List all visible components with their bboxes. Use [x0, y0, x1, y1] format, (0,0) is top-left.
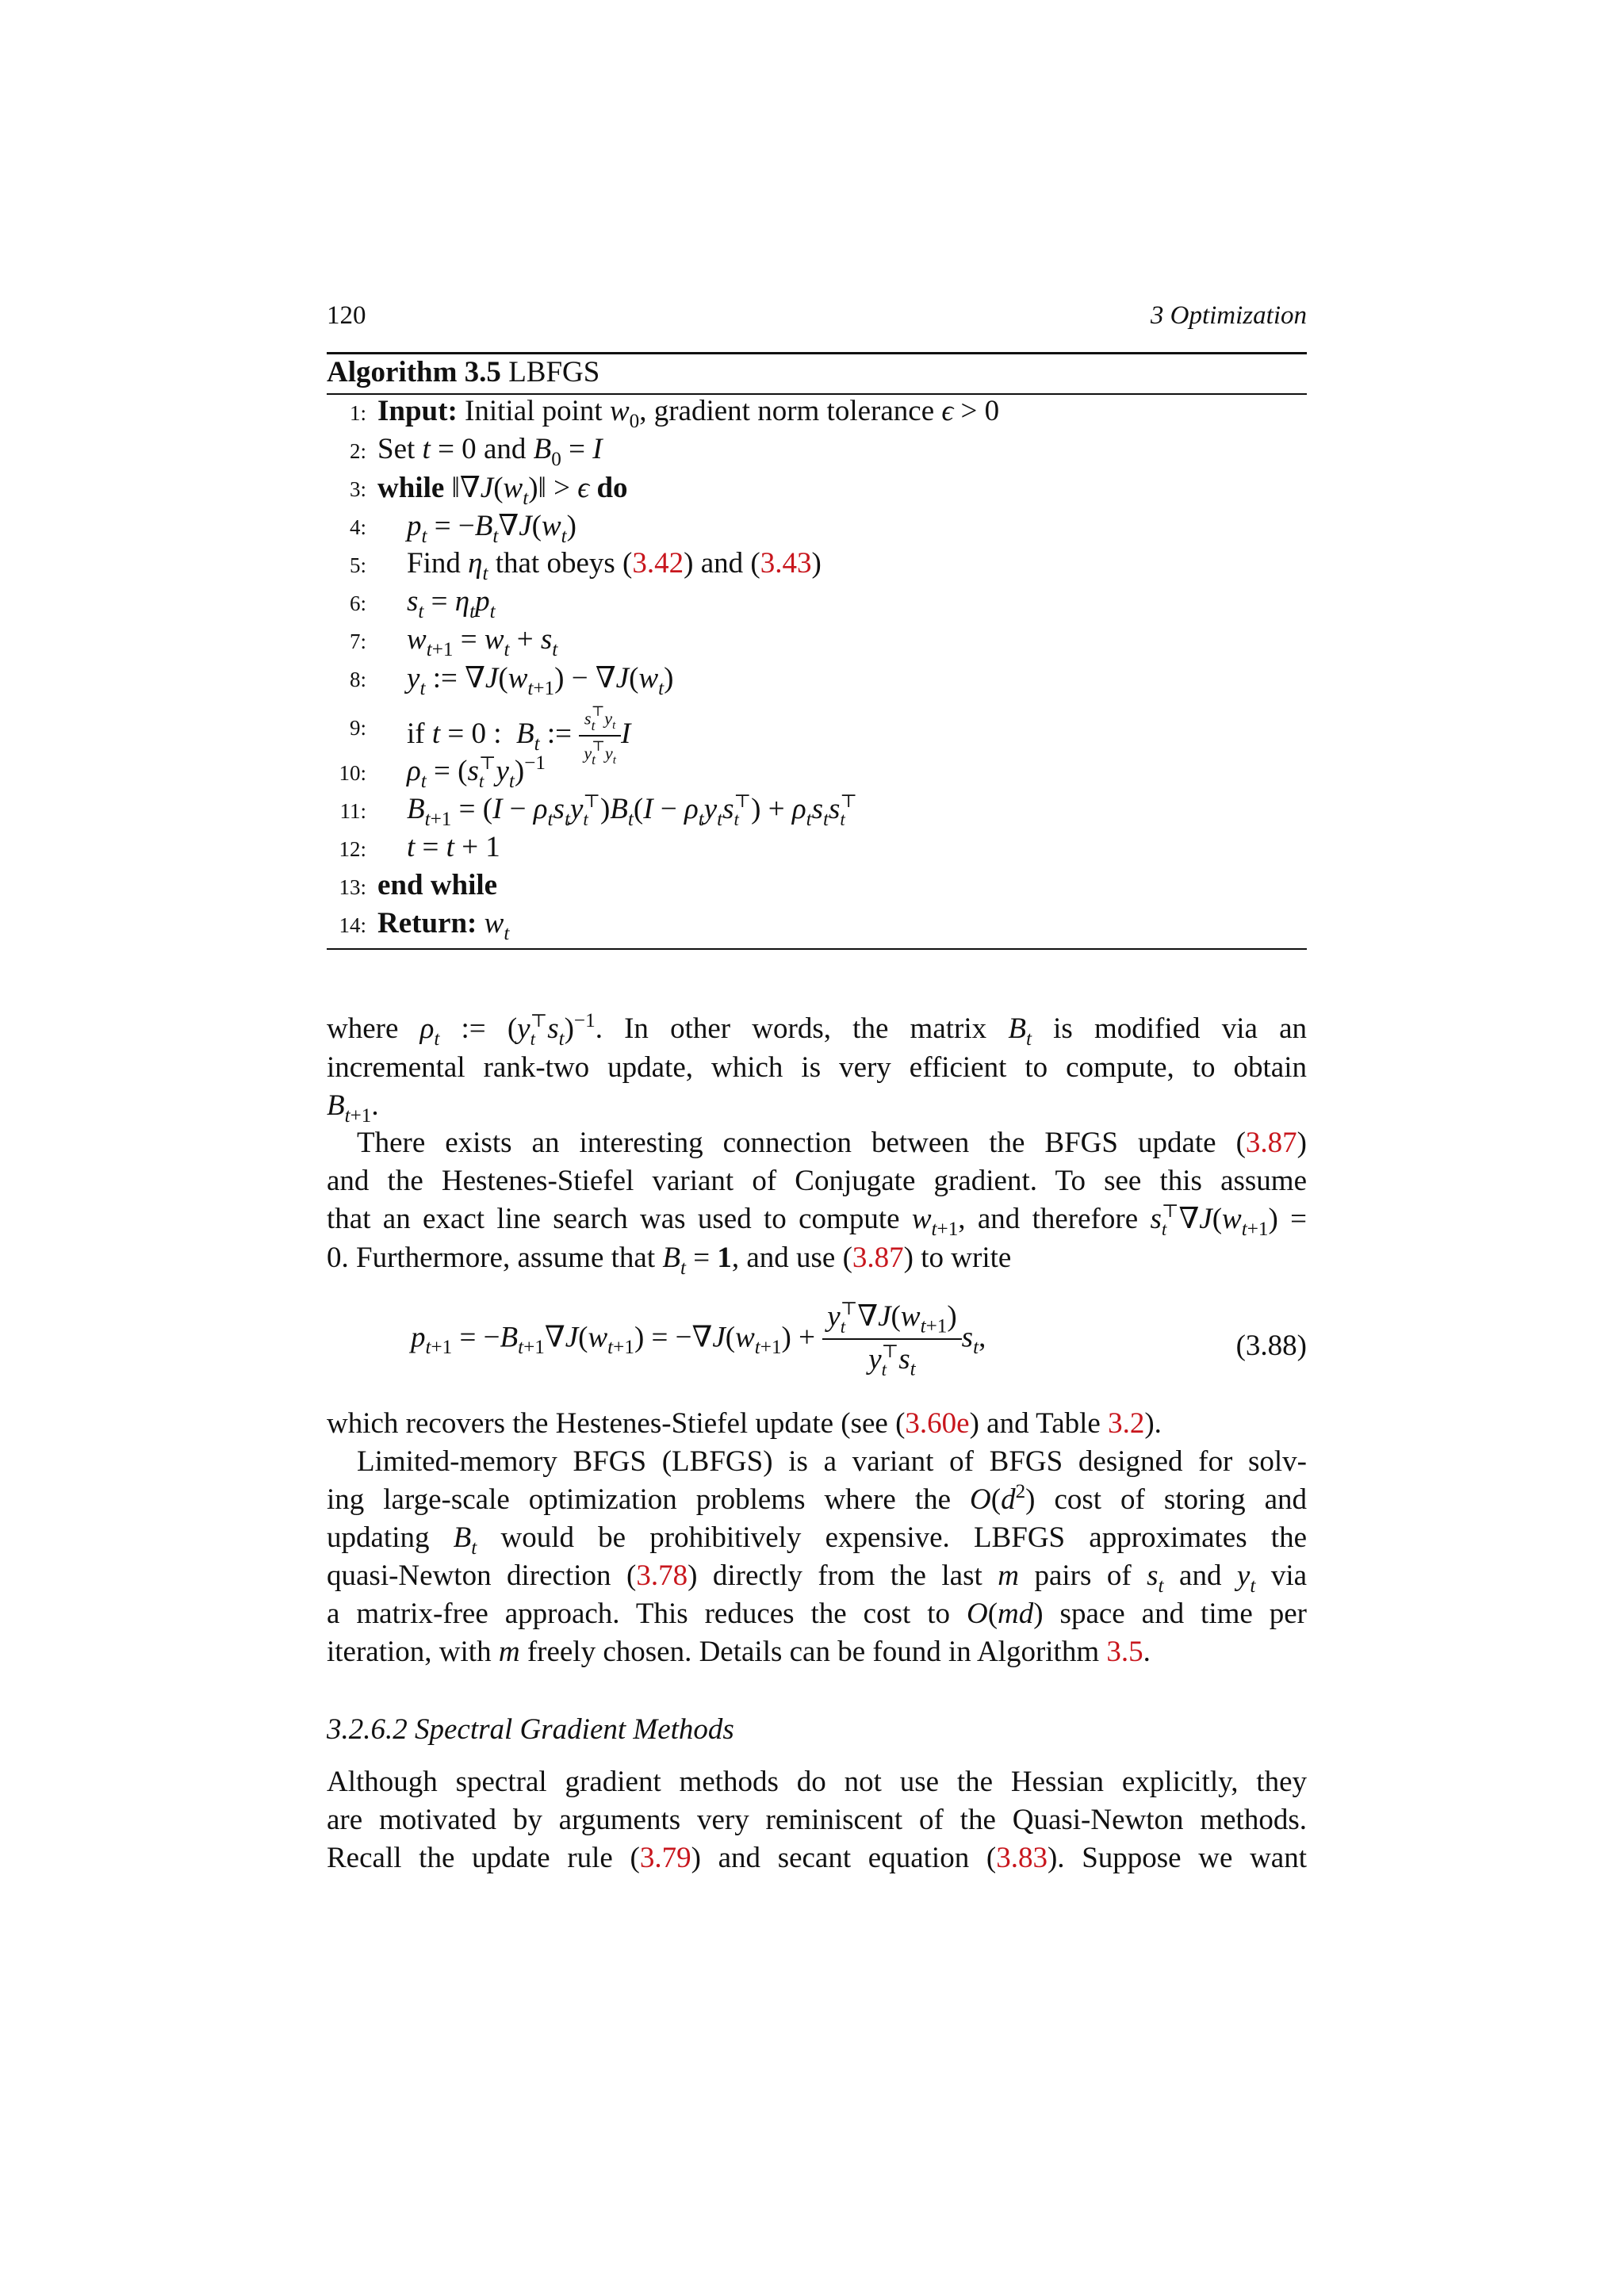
equation-ref-link[interactable]: 3.83	[996, 1842, 1048, 1874]
paragraph-3: which recovers the Hestenes-Stiefel update (see (3.60e) and Table 3.2).	[327, 1407, 1162, 1440]
line-number: 5:	[349, 553, 366, 577]
equation-ref-link[interactable]: 3.42	[632, 547, 684, 580]
line-number: 4:	[349, 515, 366, 539]
line-number: 7:	[349, 629, 366, 653]
line-number: 12:	[339, 837, 366, 861]
algorithm-name: LBFGS	[508, 356, 600, 388]
line-number: 10:	[339, 761, 366, 785]
line-content: if t = 0 : $B_t$ := s ⊤ t $y_t$ y ⊤ t $y_t$ I	[407, 703, 631, 768]
algorithm-label: Algorithm 3.5	[327, 356, 501, 388]
equation-ref-link[interactable]: 3.87	[1245, 1127, 1297, 1159]
algorithm-bottom-rule	[327, 948, 1307, 950]
page-number: 120	[327, 301, 366, 330]
line-content: Input: Initial point $w_0$, gradient norm tolerance ϵ > 0	[377, 395, 1000, 432]
line-content: Set t = 0 and $B_0 = I$	[377, 433, 603, 470]
subsection-heading: 3.2.6.2 Spectral Gradient Methods	[327, 1713, 734, 1746]
line-content: end while	[377, 869, 498, 901]
line-content: $s_t = \eta_tp_t$	[407, 585, 496, 622]
line-number: 11:	[339, 799, 366, 823]
line-number: 6:	[349, 591, 366, 615]
equation-ref-link[interactable]: 3.60e	[905, 1407, 970, 1440]
equation-body: $p_{t+1} = -B_{t+1}\nabla J(w_{t+1}) = -\nabla J(w_{t+1})$ + y ⊤ t $\nabla J(w_{t+1})$ y ⊤ t $s_t$ $s_t$,	[411, 1299, 986, 1380]
running-header	[327, 301, 1307, 341]
equation-ref-link[interactable]: 3.79	[639, 1842, 691, 1874]
line-number: 9:	[349, 716, 366, 740]
line-number: 13:	[339, 875, 366, 899]
line-content: $\rho_t = (s$ ⊤ t $y_t)^{-1}$	[407, 752, 546, 792]
line-number: 3:	[349, 477, 366, 501]
line-content: t = t + 1	[407, 831, 500, 863]
table-ref-link[interactable]: 3.2	[1108, 1407, 1145, 1440]
paragraph-5: Although spectral gradient methods do not use the Hessian explicitly, they are motivated by arguments very reminiscent of the Quasi-Newton methods. Recall the update rule (3.79) and secant equation (3.83). Suppose we want	[327, 1766, 1307, 1874]
paragraph-2: There exists an interesting connection between the BFGS update (3.87) and the Hestenes-Stiefel variant of Conjugate gradient. To see this assume that an exact line search was used to compute $w_{t+1}$, and therefore s ⊤ t $\nabla J(w_{t+1})$ = 0. Furthermore, assume that $B_t = 1$, and use (3.87) to write	[327, 1127, 1308, 1279]
line-content: $w_{t+1} = w_t + s_t$	[407, 623, 558, 660]
line-content: while $‖\nabla J(w_t)‖ > \epsilon$ do	[377, 472, 628, 509]
line-content: $B_{t+1} = (I - \rho_ts_ty$ ⊤ t )$B_t(I - \rho_ty_ts$ ⊤ t ) + $\rho_ts_ts$ ⊤ t	[407, 791, 857, 830]
equation-ref-link[interactable]: 3.87	[852, 1242, 904, 1275]
algorithm-title	[327, 355, 599, 389]
line-content: Return: $w_t$	[377, 907, 510, 944]
paragraph-4: Limited-memory BFGS (LBFGS) is a variant of BFGS designed for solv- ing large-scale optimization problems where the $O(d^2)$ cost of storing and updating $B_t$ would be prohibitively expensive. LBFGS approximates the quasi-Newton direction (3.78) directly from the last m pairs of $s_t$ and $y_t$ via a matrix-free approach. This reduces the cost to O(md) space and time per iteration, with m freely chosen. Details can be found in Algorithm 3.5.	[327, 1445, 1308, 1668]
line-content: Find $\eta_t$ that obeys (3.42) and (3.43)	[407, 547, 822, 584]
algorithm-top-rule	[327, 352, 1307, 354]
algorithm-ref-link[interactable]: 3.5	[1106, 1636, 1143, 1668]
line-number: 2:	[349, 439, 366, 463]
line-content: $p_t = -B_t\nabla J(w_t)$	[407, 510, 576, 547]
equation-ref-link[interactable]: 3.43	[760, 547, 812, 580]
equation-3-88	[327, 1294, 1307, 1389]
line-number: 1:	[349, 401, 366, 425]
paragraph-1: where $\rho_t$ := (y ⊤ t $s_t)^{-1}$. In other words, the matrix $B_t$ is modified via an incremental rank-two update, which is very efficient to compute, to obtain $B_{t+1}$.	[327, 1010, 1308, 1127]
equation-ref-link[interactable]: 3.78	[636, 1559, 688, 1592]
line-number: 8:	[349, 668, 366, 691]
line-number: 14:	[339, 913, 366, 937]
chapter-title: 3 Optimization	[1150, 301, 1307, 330]
line-content: $y_t$ := $\nabla J(w_{t+1}) - \nabla J(w_t)$	[407, 662, 674, 699]
equation-number: (3.88)	[1235, 1330, 1307, 1362]
